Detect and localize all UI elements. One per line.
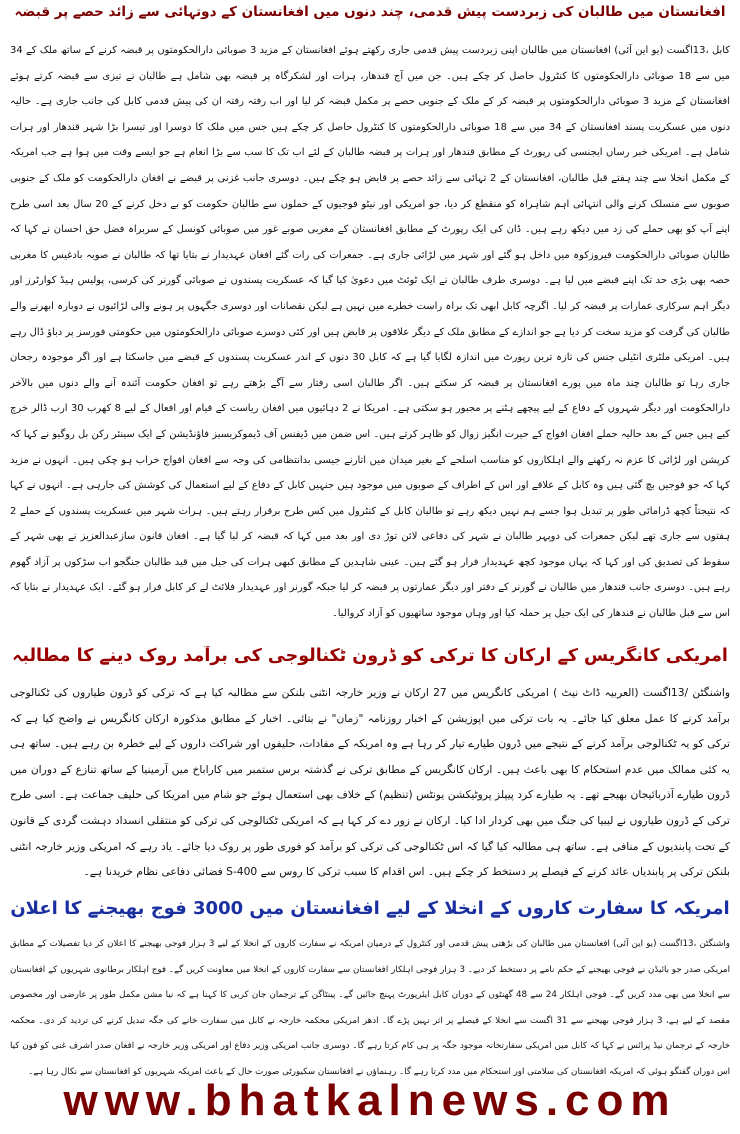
article1-headline: افغانستان میں طالبان کی زبردست پیش قدمی، چند دنوں میں افغانستان کے دوتہائی سے زائد حصے پر قبضہ	[14, 4, 726, 20]
article2-body: واشنگٹن /13اگست (العربیہ ڈاٹ نیٹ ) امریکی کانگریس میں 27 ارکان نے وزیر خارجہ انٹنی بلنکن سے مطالبہ کیا ہے کہ ترکی کو ڈرون طیاروں کی ٹکنالوجی برآمد کرنے کا عمل معلق کیا جائے۔ یہ بات ترکی میں اپوزیشن کے اخبار روزنامہ "زمان" نے بتائی۔ اخبار کے مطابق مذکورہ ارکان کانگریس نے واضح کیا ہے کہ ترکی کو یہ ٹکنالوجی برآمد کرنے کے نتیجے میں ڈرون طیارے تیار کر رہا ہے وہ امریکہ کے مفادات، حلیفوں اور شراکت داروں کے لیے خطرہ بن رہے ہیں۔ ساتھ ہی یہ کئی ممالک میں عدم استحکام کا بھی باعث ہیں۔ ارکان کانگریس کے مطابق ترکی نے گذشتہ برس ستمبر میں کاراباخ میں آرمینیا کے ساتھ تنازع کے دوران میں ڈرون طیارے آذربائیجان بھیجے تھے۔ یہ طیارے کرد پیپلز پروٹیکشن یونٹس (تنظیم) کے خلاف بھی استعمال ہوئے جو شام میں امریکا کی حلیف جماعت ہے۔ اسی طرح ترکی کے ڈرون طیاروں نے لیبیا کی جنگ میں بھی کردار ادا کیا۔ ارکان نے زور دے کر کہا ہے کہ امریکی ٹکنالوجی کی ترکی کو منتقلی انسداد دہشت گردی کے قانون کے تحت پابندیوں کے منافی ہے۔ ساتھ ہی مطالبہ کیا گیا کہ اس ٹکنالوجی کی ترکی کو برآمد کو فوری طور پر روک دیا جائے۔ یاد رہے کہ امریکی وزیر خارجہ انٹنی بلنکن ترکی پر پابندیاں عائد کرنے کے فیصلے پر دستخط کر چکے ہیں۔ اس اقدام کا سبب ترکی کا روس سے S-400 فضائی دفاعی نظام خریدنا ہے۔	[10, 686, 730, 879]
website-watermark: www.bhatkalnews.com	[63, 1076, 677, 1125]
article2-headline: امریکی کانگریس کے ارکان کا ترکی کو ڈرون ٹکنالوجی کی برآمد روک دینے کا مطالبہ	[12, 646, 728, 666]
article3-body: واشنگٹن ،13اگست (یو این آئی) افغانستان میں طالبان کی بڑھتی پیش قدمی اور کنٹرول کے درمیان امریکہ نے سفارت کاروں کے انخلا کے لیے 3 ہزار فوجی بھیجنے کا اعلان کر دیا تفصیلات کے مطابق امریکی صدر جو بائیڈن نے فوجی بھیجنے کے حکم نامے پر دستخط کر دیے۔ 3 ہزار فوجی اہلکار افغانستان سے سفارت کاروں کے انخلا میں معاونت کریں گے۔ فوج اہلکار برطانوی شہریوں کے افغانستان سے انخلا میں بھی مدد کریں گے۔ فوجی اہلکار 24 سے 48 گھنٹوں کے دوران کابل ایئرپورٹ پہنچ جائیں گے۔ پینٹاگن کے ترجمان جان کربی کا کہنا ہے کہ نیا مشن مکمل طور پر عارضی اور مخصوص مقصد کے لیے ہے، 3 ہزار فوجی بھیجنے سے 31 اگست سے انخلا کے فیصلے پر اثر نہیں پڑے گا۔ ادھر امریکی محکمہ خارجہ نے کابل میں سفارت خانے کی جگہ تبدیل کرنے کی تردید کر دی۔ محکمہ خارجہ کے ترجمان نیڈ پرائس نے کہا کہ کابل میں امریکی سفارتخانہ موجود جگہ پر ہی کام کرتا رہے گا۔ دوسری جانب امریکی وزیر دفاع اور امریکی وزیر خارجہ نے افغان صدر اشرف غنی کو فون کیا اس دوران گفتگو ہوئی کہ امریکہ افغانستان کی سلامتی اور استحکام میں مدد کرتا رہے گا۔ رہنماؤں نے افغانستان سکیورٹی صورت حال کے باعث امریکہ شہریوں کو افغانستان سے نکال رہا ہے۔	[10, 939, 730, 1077]
article3-headline: امریکہ کا سفارت کاروں کے انخلا کے لیے افغانستان میں 3000 فوج بھیجنے کا اعلان	[10, 898, 730, 919]
article1-body: کابل ،13اگست (یو این آئی) افغانستان میں طالبان اپنی زبردست پیش قدمی جاری رکھتے ہوئے افغانستان کے مزید 3 صوبائی دارالحکومتوں پر قبضہ کرنے کے ساتھ ملک کے 34 میں سے 18 صوبائی دارالحکومتوں کا کنٹرول حاصل کر چکے ہیں۔ جن میں آج قندھار، ہرات اور لشکرگاہ پر قبضہ بھی شامل ہے طالبان نے تیزی سے قبضہ کرتے ہوئے افغانستان کے مزید 3 صوبائی دارالحکومتوں پر قبضہ کر کے ملک کے جنوبی حصے پر مکمل قبضہ کر لیا اور اب رفتہ رفتہ ان کی پیش قدمی کابل کی جانب جاری ہے۔ حالیہ دنوں میں عسکریت پسند افغانستان کے 34 میں سے 18 صوبائی دارالحکومتوں کا کنٹرول حاصل کر چکے ہیں جس میں ملک کا دوسرا اور تیسرا بڑا شہر قندھار اور ہرات شامل ہے۔ امریکی خبر رساں ایجنسی کی رپورٹ کے مطابق قندھار اور ہرات پر قبضہ طالبان کے لئے اب تک کا سب سے بڑا انعام ہے جو ایسے وقت میں ہوا ہے جب امریکہ کے مکمل انخلا سے چند ہفتے قبل طالبان، افغانستان کے 2 تہائی سے زائد حصے پر قابض ہو چکے ہیں۔ دوسری جانب غزنی پر قبضے نے افغان دارالحکومت کو ملک کے جنوبی صوبوں سے منسلک کرنے والی انتہائی اہم شاہراہ کو منقطع کر دیا، جو امریکی اور نیٹو فوجیوں کے حملوں سے طالبان حکومت کو بے دخل کرنے کے 20 سال بعد اسی طرح اپنے آپ کو بھی حملے کی زد میں دیکھ رہے ہیں۔ ڈان کی ایک رپورٹ کے مطابق افغانستان کے مغربی صوبے غور میں صوبائی کونسل کے سربراہ فضل حق احسان نے کہا کہ طالبان صوبائی دارالحکومت فیروزکوہ میں داخل ہو گئے اور شہر میں لڑائی جاری ہے۔ جمعرات کی رات گئے افغان عہدیدار نے بتایا تھا کہ طالبان نے صوبہ بادغیس کا مغربی حصہ بھی بڑی حد تک اپنے قبضے میں لیا ہے۔ دوسری طرف طالبان نے ایک ٹوئٹ میں دعویٰ کیا گیا کہ عسکریت پسندوں نے صوبائی گورنر کی کرسی، پولیس ہیڈ کوارٹرز اور دیگر اہم سرکاری عمارات پر قبضہ کر لیا۔ اگرچہ کابل ابھی تک براہ راست خطرے میں نہیں ہے لیکن نقصانات اور دوسری جگہوں پر ہونے والی لڑائیوں نے دوبارہ ابھرنے والے طالبان کی گرفت کو مزید سخت کر دیا ہے جو اندازے کے مطابق ملک کے دیگر علاقوں پر قابض ہیں اور کئی دوسرے صوبائی دارالحکومتوں میں حکومتی فورسز پر دباؤ ڈال رہے ہیں۔ امریکی ملٹری انٹیلی جنس کی تازہ ترین رپورٹ میں اندازہ لگایا گیا ہے کہ کابل 30 دنوں کے اندر عسکریت پسندوں کے قبضے میں جاسکتا ہے اور اگر موجودہ رجحان جاری رہا تو طالبان چند ماہ میں پورے افغانستان پر قبضہ کر سکتے ہیں۔ اگر طالبان اسی رفتار سے آگے بڑھتے رہے تو افغان حکومت آئندہ آنے والے دنوں میں بالآخر دارالحکومت اور دیگر شہروں کے دفاع کے لیے پیچھے ہٹنے پر مجبور ہو سکتی ہے۔ امریکا نے 2 دہائیوں میں افغان ریاست کے قیام اور افعال کے لیے 8 کھرب 30 ارب ڈالر خرچ کیے ہیں جس کے بعد حالیہ حملے افغان افواج کے حیرت انگیز زوال کو ظاہر کرتے ہیں۔ اس ضمن میں ڈیفنس آف ڈیموکریسیز فاؤنڈیشن کے ایک سینئر رکن بل روگیو نے کہا کہ کرپشن اور لڑائی کا عزم نہ رکھنے والے اہلکاروں کو مناسب اسلحے کے بغیر میدان میں اتارنے جیسی بدانتظامی کی وجہ سے افغان افواج خراب ہو چکی ہیں۔ انہوں نے مزید کہا کہ جو فوجیں بچ گئی ہیں وہ کابل کے علاقے اور اس کے اطراف کے صوبوں میں موجود ہیں جنہیں کابل کے دفاع کے لیے استعمال کی کوشش کی جارہی ہے۔ انہوں نے کہا کہ نتیجتاً کچھ ڈرامائی طور پر تبدیل ہوا جسے ہم نہیں دیکھ رہے تو طالبان کابل کے کنٹرول میں کس طرح برقرار رہتے ہیں۔ ہرات شہر میں عسکریت پسندوں کے حملے 2 ہفتوں سے جاری تھے لیکن جمعرات کی دوپہر طالبان نے شہر کی دفاعی لائن توڑ دی اور بعد میں کہا کہ قبضہ کر لیا گیا ہے۔ افغان قانون سازعبدالعزیز نے بھی شہر کے سقوط کی تصدیق کی اور کہا کہ یہاں موجود کچھ عہدیدار فرار ہو گئے ہیں۔ عینی شاہدین کے مطابق کبھی ہرات کی جیل میں قید طالبان جنگجو اب سڑکوں پر آزاد گھوم رہے ہیں۔ دوسری جانب قندھار میں طالبان نے گورنر کے دفتر اور دیگر عمارتوں پر قبضہ کر لیا جبکہ گورنر اور عہدیدار فلائٹ لے کر کابل فرار ہو گئے۔ ایک عہدیدار نے بتایا کہ اس سے قبل طالبان نے قندھار کی ایک جیل پر حملہ کیا اور وہاں موجود ساتھیوں کو آزاد کروالیا۔	[10, 45, 730, 620]
